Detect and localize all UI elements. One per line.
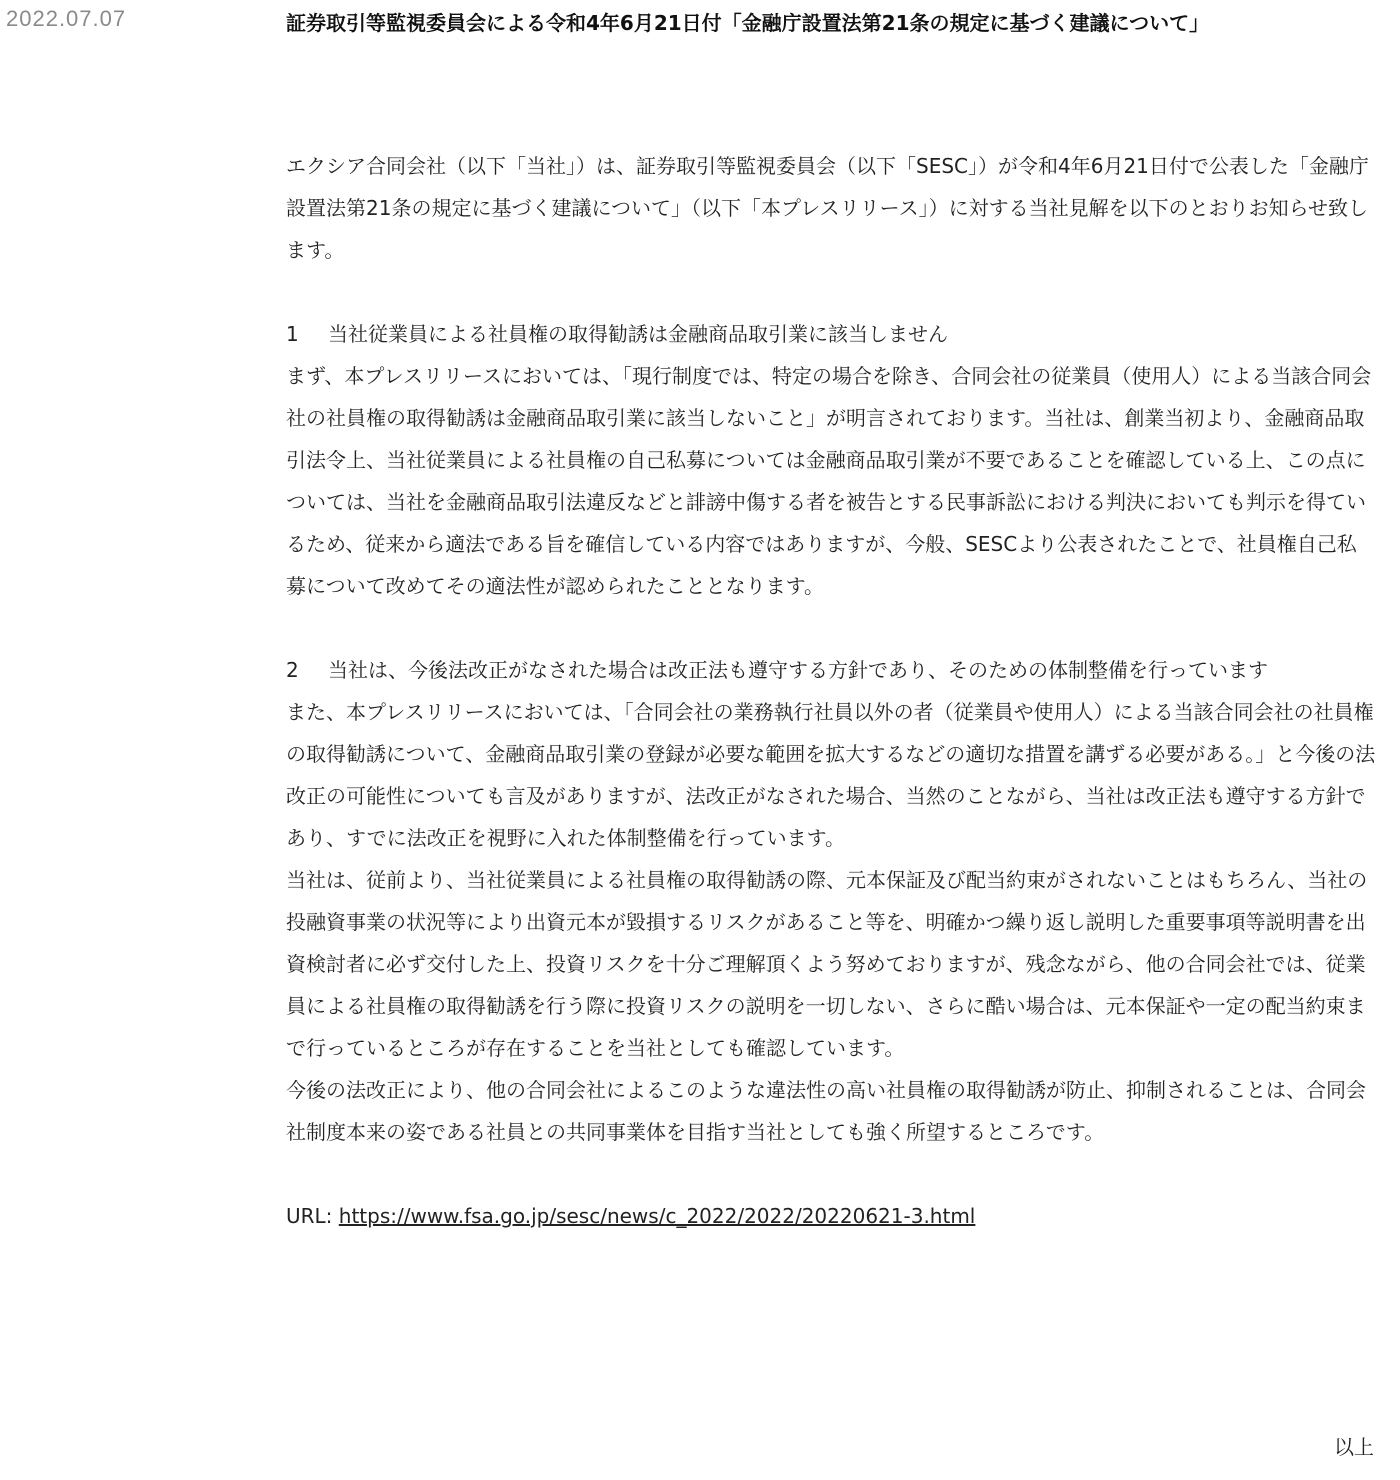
section-2-heading bbox=[286, 649, 1376, 691]
section-2-paragraph: 今後の法改正により、他の合同会社によるこのような違法性の高い社員権の取得勧誘が防止、抑制されることは、合同会社制度本来の姿である社員との共同事業体を目指す当社としても強く所望するところです。 bbox=[286, 1078, 1366, 1144]
source-url-line bbox=[286, 1195, 1376, 1237]
spacer bbox=[286, 271, 1376, 313]
section-2-paragraph: また、本プレスリリースにおいては、「合同会社の業務執行社員以外の者（従業員や使用人）による当該合同会社の社員権の取得勧誘について、金融商品取引業の登録が必要な範囲を拡大するなどの適切な措置を講ずる必要がある。」と今後の法改正の可能性についても言及がありますが、法改正がなされた場合、当然のことながら、当社は改正法も遵守する方針であり、すでに法改正を視野に入れた体制整備を行っています。 bbox=[286, 700, 1376, 850]
article-body bbox=[286, 145, 1376, 1237]
section-1-paragraph: まず、本プレスリリースにおいては、「現行制度では、特定の場合を除き、合同会社の従業員（使用人）による当該合同会社の社員権の取得勧誘は金融商品取引業に該当しないこと」が明言されております。当社は、創業当初より、金融商品取引法令上、当社従業員による社員権の自己私募については金融商品取引業が不要であることを確認している上、この点については、当社を金融商品取引法違反などと誹謗中傷する者を被告とする民事訴訟における判決においても判示を得ているため、従来から適法である旨を確信している内容ではありますが、今般、SESCより公表されたことで、社員権自己私募について改めてその適法性が認められたこととなります。 bbox=[286, 364, 1372, 598]
article-title: 証券取引等監視委員会による令和4年6月21日付「金融庁設置法第21条の規定に基づく建議について」 bbox=[286, 11, 1210, 35]
closing-text: 以上 bbox=[1334, 1435, 1374, 1459]
section-2-paragraph: 当社は、従前より、当社従業員による社員権の取得勧誘の際、元本保証及び配当約束がされないことはもちろん、当社の投融資事業の状況等により出資元本が毀損するリスクがあること等を、明確かつ繰り返し説明した重要事項等説明書を出資検討者に必ず交付した上、投資リスクを十分ご理解頂くよう努めておりますが、残念ながら、他の合同会社では、従業員による社員権の取得勧誘を行う際に投資リスクの説明を一切しない、さらに酷い場合は、元本保証や一定の配当約束まで行っているところが存在することを当社としても確認しています。 bbox=[286, 868, 1368, 1060]
section-1-heading-text: 当社従業員による社員権の取得勧誘は金融商品取引業に該当しません bbox=[328, 322, 948, 346]
spacer bbox=[286, 607, 1376, 649]
article-date: 2022.07.07 bbox=[6, 6, 127, 31]
section-2-number: 2 bbox=[286, 658, 299, 682]
source-url-link[interactable]: https://www.fsa.go.jp/sesc/news/c_2022/2022/20220621-3.html bbox=[338, 1204, 976, 1228]
section-1-heading bbox=[286, 313, 1376, 355]
source-url-label: URL: bbox=[286, 1204, 339, 1228]
section-2-heading-text: 当社は、今後法改正がなされた場合は改正法も遵守する方針であり、そのための体制整備を行っています bbox=[328, 658, 1268, 682]
spacer bbox=[286, 1153, 1376, 1195]
section-1-number: 1 bbox=[286, 322, 299, 346]
intro-paragraph: エクシア合同会社（以下「当社」）は、証券取引等監視委員会（以下「SESC」）が令和4年6月21日付で公表した「金融庁設置法第21条の規定に基づく建議について」（以下「本プレスリリース」）に対する当社見解を以下のとおりお知らせ致します。 bbox=[286, 154, 1369, 262]
